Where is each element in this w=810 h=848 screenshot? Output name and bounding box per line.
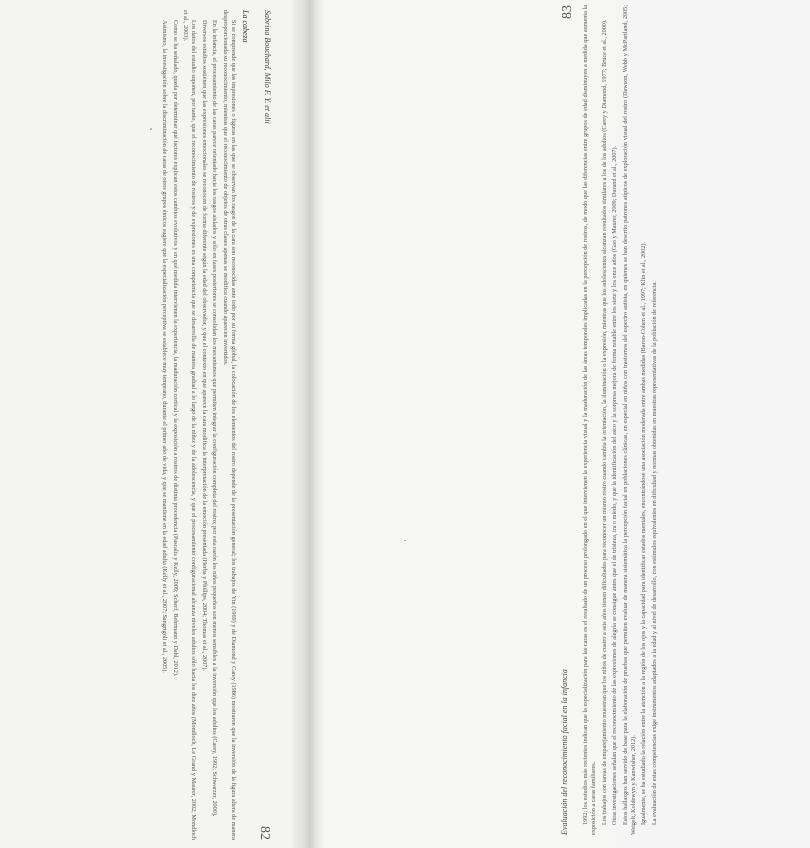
right-paragraph-3: Otras investigaciones señalan que el reconocimiento de las expresiones de alegría se consigue antes que el de tristeza, ira o miedo, y que la identificación del asco y la sorpresa mejora de forma notable entre los siete y los once años (Gao y Maurer, 2009; Durand et al., 2007).	[611, 145, 619, 825]
left-paragraph-3: Diversos estudios sostienen que las expresiones emocionales se reconocen de forma diferente según la edad del observador, y que el contexto en que aparece la cara modifica la interpretación de la emoción presentada (Herba y Phillips, 2004; Thomas et al., 2007).	[200, 20, 208, 671]
right-paragraph-1: 1992; los estudios más recientes indican que la especialización para las caras es el resultado de un proceso prolongado en el que intervienen la experiencia visual y la maduración de las áreas temporales implicadas en la percepción de rostros, de modo que las diferencias entre grupos de edad disminuyen a medida que aumenta la exposición a caras familiares.	[582, 5, 598, 835]
left-paragraph-4: Los datos del estudio suponen, por tanto, que el reconocimiento de rostros y de expresiones es una competencia que se desarrolla de manera gradual a lo largo de la niñez y de la adolescencia, y que el procesamiento configuracional alcanza niveles adultos sólo hacia los diez años (Mondloch, Le Grand y Maurer, 2002; Mondloch et al., 2003).	[181, 10, 198, 840]
left-paragraph-1: Si se comprende que las impresiones o figuras en las que se observan los rasgos de la cara son reconocidas ante todo por su forma global, la colocación de los elementos del rostro depende de la presentación general; los trabajos de Yin (1969) y de Diamond y Carey (1986) mostraron que la inversión de la figura altera de manera desproporcionada su reconocimiento, mientras que el reconocimiento de objetos de otras clases apenas se modifica cuando aparecen invertidos.	[221, 10, 237, 840]
left-running-head	[256, 10, 272, 840]
left-page-text-block	[22, 10, 272, 840]
scan-speck	[212, 702, 213, 704]
right-paragraph-6: La evaluación de estas competencias exige instrumentos adaptados a la edad y al nivel de desarrollo, con estímulos equivalentes en dificultad y normas obtenidas en muestras representativas de la población de referencia.	[650, 281, 658, 825]
right-paragraph-2: Los trabajos con tareas de emparejamiento muestran que los niños de cuatro a seis años tienen dificultades para reconocer un mismo rostro cuando cambia la orientación, la iluminación o la expresión, mientras que los adolescentes alcanzan resultados similares a los de los adultos (Carey y Diamond, 1977; Bruce et al., 2000).	[600, 19, 608, 825]
right-paragraph-5: Igualmente, se ha estudiado la relación entre la atención a la región de los ojos y la capacidad para identificar estados mentales, encontrándose una asociación moderada entre ambas medidas (Baron-Cohen et al., 1997; Klin et al., 2002).	[640, 242, 648, 825]
right-running-head	[560, 5, 576, 835]
right-page-number: 83	[560, 5, 575, 19]
left-running-head-text: Sabrina Bouchard, Milo F. Y. et alii	[263, 10, 272, 124]
right-running-head-text: Evaluación del reconocimiento facial en la infancia	[560, 669, 569, 835]
left-paragraph-5: Como se ha señalado, queda por determinar qué factores explican estos cambios evolutivos y en qué medida intervienen la experiencia, la maduración cortical y la exposición a rostros de distinta procedencia (Pascalis y Kelly, 2009; Scherf, Behrmann y Dahl, 2012).	[171, 20, 179, 677]
book-gutter-shadow	[290, 0, 326, 848]
section-heading: La cabeza	[241, 10, 250, 43]
scan-speck	[150, 128, 152, 130]
right-page-text-block	[560, 5, 810, 835]
left-paragraph-6: Asimismo, la investigación sobre la discriminación de caras de otros grupos étnicos sugiere que la especialización perceptiva se establece muy temprano, durante el primer año de vida, y que se mantiene en la edad adulta (Kelly et al., 2007; Sangrigoli et al., 2005).	[161, 20, 169, 673]
left-page-number: 82	[257, 826, 272, 840]
left-paragraph-2: En la infancia, el procesamiento de las caras parece orientado hacia los rasgos aislados y sólo en fases posteriores se consolidan los mecanismos que permiten integrar la configuración completa del rostro; por esta razón los niños pequeños son menos sensibles a la inversión que los adultos (Carey, 1992; Schwarzer, 2000).	[211, 20, 219, 817]
scan-speck	[404, 540, 406, 541]
right-paragraph-4: Estos hallazgos han servido de base para la elaboración de pruebas que permiten evaluar de manera sistemática la percepción facial en poblaciones clínicas, en especial en niños con trastornos del espectro autista, en quienes se han descrito patrones atípicos de exploración visual del rostro (Dawson, Webb y McPartland, 2005; Weigelt, Koldewyn y Kanwisher, 2012).	[621, 5, 638, 835]
